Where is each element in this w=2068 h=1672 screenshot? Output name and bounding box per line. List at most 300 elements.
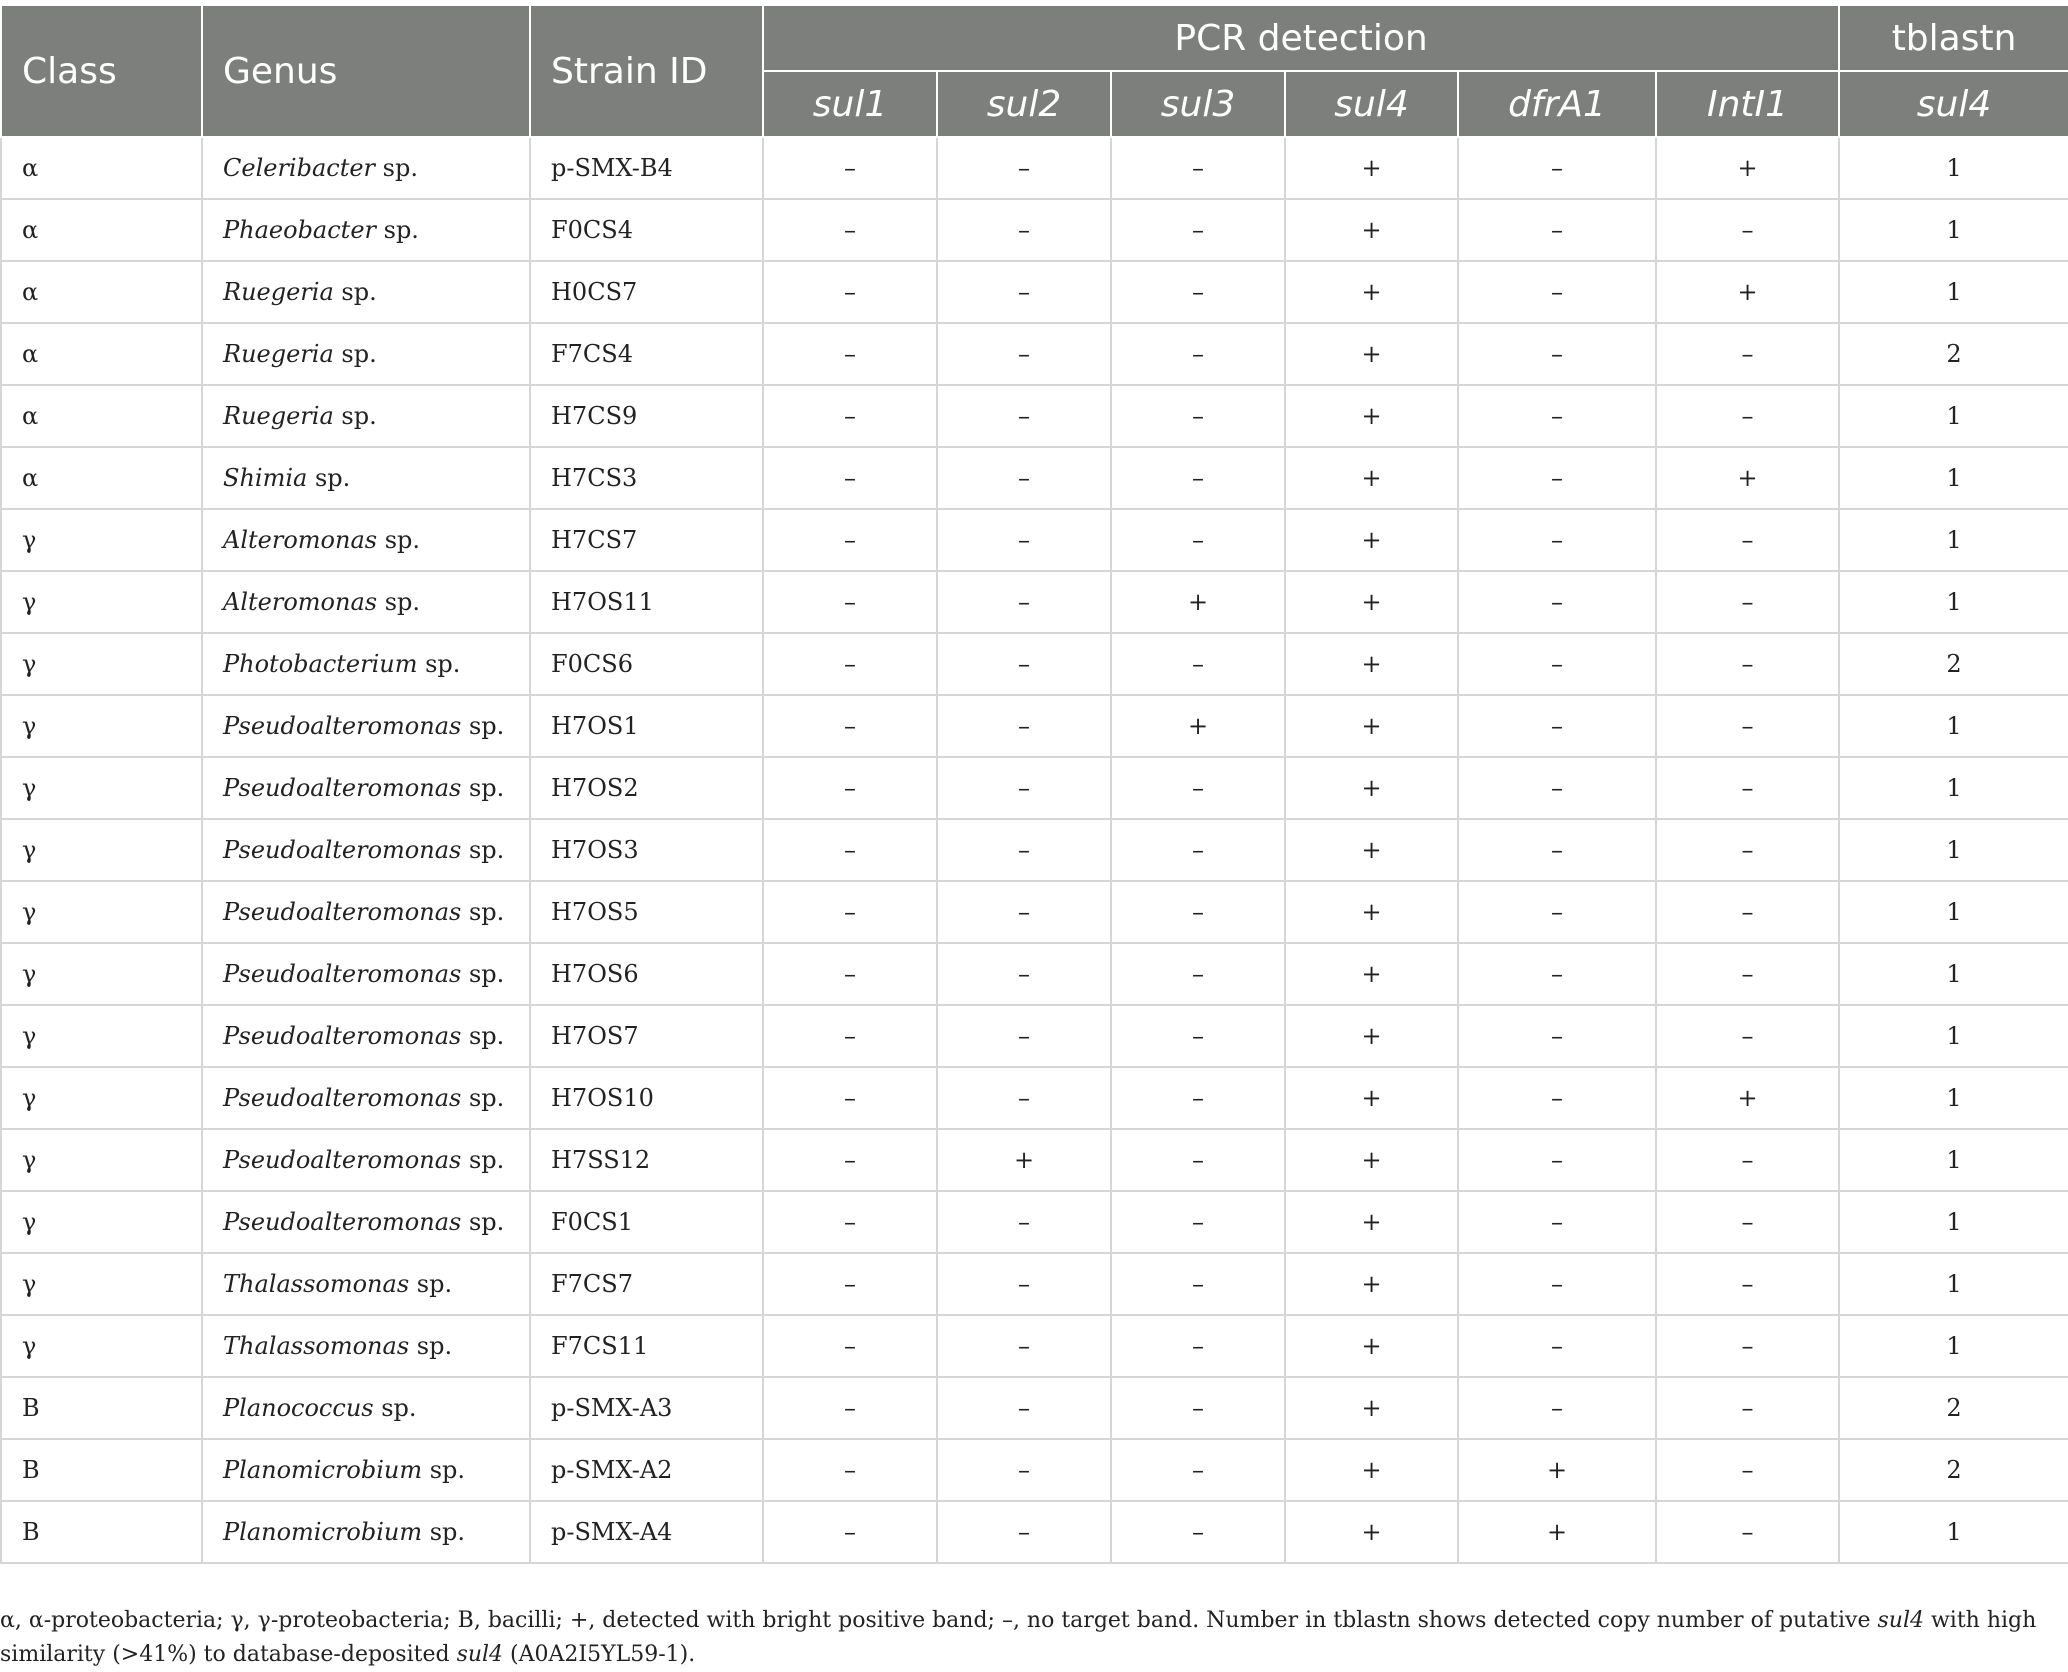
genus-name: Planococcus <box>223 1394 374 1422</box>
pcr-sul3-cell: – <box>1111 385 1285 447</box>
table-row <box>1 943 2068 1005</box>
pcr-dfra1-cell: – <box>1458 1129 1656 1191</box>
table-row <box>1 1191 2068 1253</box>
species-abbrev: sp. <box>377 588 421 616</box>
class-cell: γ <box>1 1253 202 1315</box>
pcr-sul4-cell: + <box>1285 509 1458 571</box>
tblastn-sul4-cell: 1 <box>1839 1129 2068 1191</box>
gene-header-sul2: sul2 <box>937 71 1111 137</box>
pcr-sul3-cell: – <box>1111 633 1285 695</box>
genus-cell <box>202 1439 530 1501</box>
tblastn-sul4-cell: 1 <box>1839 1253 2068 1315</box>
species-abbrev: sp. <box>461 898 505 926</box>
pcr-sul2-cell: – <box>937 385 1111 447</box>
tblastn-header: tblastn <box>1839 5 2068 71</box>
tblastn-sul4-cell: 2 <box>1839 1377 2068 1439</box>
pcr-sul2-cell: – <box>937 1067 1111 1129</box>
species-abbrev: sp. <box>333 278 377 306</box>
pcr-sul2-cell: – <box>937 1191 1111 1253</box>
tblastn-sul4-cell: 1 <box>1839 1067 2068 1129</box>
pcr-intl1-cell: – <box>1656 1439 1839 1501</box>
genus-cell <box>202 943 530 1005</box>
genus-name: Thalassomonas <box>223 1332 410 1360</box>
genus-cell <box>202 571 530 633</box>
table-body <box>1 137 2068 1563</box>
genus-name: Ruegeria <box>223 402 334 430</box>
species-abbrev: sp. <box>461 712 505 740</box>
pcr-sul4-cell: + <box>1285 943 1458 1005</box>
table-row <box>1 757 2068 819</box>
pcr-sul4-cell: + <box>1285 1439 1458 1501</box>
class-cell: α <box>1 199 202 261</box>
pcr-sul1-cell: – <box>763 1191 937 1253</box>
pcr-sul1-cell: – <box>763 819 937 881</box>
pcr-dfra1-cell: – <box>1458 1191 1656 1253</box>
pcr-sul4-cell: + <box>1285 1191 1458 1253</box>
species-abbrev: sp. <box>307 464 351 492</box>
pcr-dfra1-cell: – <box>1458 137 1656 199</box>
strain-id-cell: F0CS6 <box>530 633 763 695</box>
pcr-sul1-cell: – <box>763 1129 937 1191</box>
pcr-sul3-cell: – <box>1111 1377 1285 1439</box>
pcr-sul4-cell: + <box>1285 819 1458 881</box>
pcr-sul1-cell: – <box>763 509 937 571</box>
class-cell: γ <box>1 1005 202 1067</box>
tblastn-sul4-cell: 2 <box>1839 323 2068 385</box>
genus-name: Phaeobacter <box>223 216 376 244</box>
footnote-text-3: (A0A2I5YL59-1). <box>503 1642 696 1667</box>
species-abbrev: sp. <box>461 1084 505 1112</box>
class-cell: γ <box>1 695 202 757</box>
pcr-sul2-cell: + <box>937 1129 1111 1191</box>
pcr-sul2-cell: – <box>937 695 1111 757</box>
pcr-dfra1-cell: – <box>1458 757 1656 819</box>
table-row <box>1 1253 2068 1315</box>
genus-cell <box>202 1253 530 1315</box>
table-row <box>1 1005 2068 1067</box>
pcr-sul4-cell: + <box>1285 1067 1458 1129</box>
genus-name: Pseudoalteromonas <box>223 898 462 926</box>
strain-id-cell: H7OS3 <box>530 819 763 881</box>
pcr-sul3-cell: – <box>1111 943 1285 1005</box>
results-table <box>0 4 2068 1564</box>
table-row <box>1 323 2068 385</box>
strain-id-cell: p-SMX-A3 <box>530 1377 763 1439</box>
pcr-sul4-cell: + <box>1285 385 1458 447</box>
strain-id-cell: H7CS3 <box>530 447 763 509</box>
pcr-sul2-cell: – <box>937 1315 1111 1377</box>
pcr-sul2-cell: – <box>937 571 1111 633</box>
genus-name: Pseudoalteromonas <box>223 1084 462 1112</box>
class-cell: γ <box>1 757 202 819</box>
pcr-sul1-cell: – <box>763 1315 937 1377</box>
pcr-intl1-cell: – <box>1656 943 1839 1005</box>
tblastn-sul4-cell: 1 <box>1839 1005 2068 1067</box>
genus-name: Photobacterium <box>223 650 418 678</box>
pcr-sul4-cell: + <box>1285 695 1458 757</box>
table-row <box>1 1377 2068 1439</box>
genus-cell <box>202 881 530 943</box>
pcr-sul3-cell: – <box>1111 1501 1285 1563</box>
pcr-sul2-cell: – <box>937 509 1111 571</box>
pcr-intl1-cell: + <box>1656 447 1839 509</box>
pcr-sul3-cell: – <box>1111 819 1285 881</box>
table-row <box>1 881 2068 943</box>
genus-name: Pseudoalteromonas <box>223 836 462 864</box>
pcr-intl1-cell: – <box>1656 323 1839 385</box>
pcr-sul3-cell: – <box>1111 261 1285 323</box>
strain-id-cell: H7CS7 <box>530 509 763 571</box>
pcr-sul2-cell: – <box>937 447 1111 509</box>
class-cell: γ <box>1 943 202 1005</box>
pcr-dfra1-cell: – <box>1458 1377 1656 1439</box>
pcr-intl1-cell: – <box>1656 571 1839 633</box>
strain-id-cell: F7CS4 <box>530 323 763 385</box>
tblastn-sul4-cell: 2 <box>1839 1439 2068 1501</box>
pcr-sul1-cell: – <box>763 1253 937 1315</box>
pcr-sul2-cell: – <box>937 881 1111 943</box>
pcr-sul2-cell: – <box>937 323 1111 385</box>
tblastn-sul4-cell: 1 <box>1839 261 2068 323</box>
class-cell: B <box>1 1439 202 1501</box>
species-abbrev: sp. <box>373 1394 417 1422</box>
table-row <box>1 1315 2068 1377</box>
genus-cell <box>202 757 530 819</box>
pcr-sul3-cell: – <box>1111 323 1285 385</box>
pcr-sul1-cell: – <box>763 199 937 261</box>
class-cell: γ <box>1 881 202 943</box>
pcr-sul4-cell: + <box>1285 1129 1458 1191</box>
table-row <box>1 819 2068 881</box>
strain-id-cell: H7OS1 <box>530 695 763 757</box>
genus-name: Celeribacter <box>223 154 376 182</box>
pcr-sul4-cell: + <box>1285 323 1458 385</box>
pcr-sul3-cell: + <box>1111 571 1285 633</box>
pcr-dfra1-cell: – <box>1458 633 1656 695</box>
gene-header-dfra1: dfrA1 <box>1458 71 1656 137</box>
strain-id-cell: F0CS1 <box>530 1191 763 1253</box>
pcr-sul1-cell: – <box>763 881 937 943</box>
pcr-sul1-cell: – <box>763 1501 937 1563</box>
gene-header-sul3: sul3 <box>1111 71 1285 137</box>
genus-name: Ruegeria <box>223 278 334 306</box>
pcr-intl1-cell: – <box>1656 819 1839 881</box>
pcr-intl1-cell: – <box>1656 757 1839 819</box>
pcr-sul2-cell: – <box>937 819 1111 881</box>
table-row <box>1 633 2068 695</box>
genus-cell <box>202 1191 530 1253</box>
genus-cell <box>202 1315 530 1377</box>
genus-name: Shimia <box>223 464 308 492</box>
pcr-intl1-cell: + <box>1656 137 1839 199</box>
species-abbrev: sp. <box>461 774 505 802</box>
pcr-sul4-cell: + <box>1285 757 1458 819</box>
tblastn-sul4-cell: 1 <box>1839 447 2068 509</box>
class-cell: γ <box>1 1191 202 1253</box>
pcr-sul1-cell: – <box>763 695 937 757</box>
pcr-sul2-cell: – <box>937 943 1111 1005</box>
strain-id-cell: H7OS2 <box>530 757 763 819</box>
class-cell: B <box>1 1501 202 1563</box>
pcr-intl1-cell: + <box>1656 261 1839 323</box>
pcr-dfra1-cell: – <box>1458 385 1656 447</box>
footnote-text-2: with high similarity (>41%) to database-deposited <box>0 1608 2037 1667</box>
tblastn-sul4-cell: 1 <box>1839 385 2068 447</box>
genus-cell <box>202 1067 530 1129</box>
species-abbrev: sp. <box>461 1022 505 1050</box>
genus-cell <box>202 1377 530 1439</box>
strain-id-cell: H7OS10 <box>530 1067 763 1129</box>
strain-id-cell: H7OS6 <box>530 943 763 1005</box>
pcr-sul2-cell: – <box>937 261 1111 323</box>
class-cell: α <box>1 261 202 323</box>
pcr-sul1-cell: – <box>763 137 937 199</box>
pcr-dfra1-cell: – <box>1458 261 1656 323</box>
tblastn-sul4-cell: 1 <box>1839 881 2068 943</box>
genus-cell <box>202 447 530 509</box>
table-row <box>1 1067 2068 1129</box>
class-cell: α <box>1 323 202 385</box>
pcr-sul1-cell: – <box>763 943 937 1005</box>
table-row <box>1 1129 2068 1191</box>
table-footnote <box>0 1604 2060 1672</box>
class-cell: α <box>1 447 202 509</box>
pcr-sul4-cell: + <box>1285 633 1458 695</box>
class-cell: γ <box>1 819 202 881</box>
genus-name: Pseudoalteromonas <box>223 774 462 802</box>
genus-name: Pseudoalteromonas <box>223 960 462 988</box>
class-cell: α <box>1 385 202 447</box>
strain-id-cell: p-SMX-A4 <box>530 1501 763 1563</box>
pcr-intl1-cell: – <box>1656 695 1839 757</box>
pcr-dfra1-cell: – <box>1458 695 1656 757</box>
pcr-intl1-cell: – <box>1656 1501 1839 1563</box>
gene-header-sul1: sul1 <box>763 71 937 137</box>
tblastn-sul4-cell: 1 <box>1839 819 2068 881</box>
class-cell: γ <box>1 1315 202 1377</box>
gene-header-intl1: IntI1 <box>1656 71 1839 137</box>
pcr-sul1-cell: – <box>763 1377 937 1439</box>
class-cell: γ <box>1 509 202 571</box>
species-abbrev: sp. <box>422 1518 466 1546</box>
species-abbrev: sp. <box>461 1146 505 1174</box>
genus-cell <box>202 819 530 881</box>
pcr-intl1-cell: – <box>1656 199 1839 261</box>
pcr-sul2-cell: – <box>937 137 1111 199</box>
tblastn-sul4-cell: 1 <box>1839 943 2068 1005</box>
pcr-sul3-cell: – <box>1111 757 1285 819</box>
pcr-dfra1-cell: – <box>1458 1315 1656 1377</box>
genus-cell <box>202 695 530 757</box>
pcr-sul4-cell: + <box>1285 261 1458 323</box>
pcr-sul3-cell: – <box>1111 1129 1285 1191</box>
genus-name: Alteromonas <box>223 588 378 616</box>
class-cell: γ <box>1 633 202 695</box>
pcr-sul3-cell: – <box>1111 447 1285 509</box>
genus-cell <box>202 323 530 385</box>
pcr-sul3-cell: – <box>1111 137 1285 199</box>
pcr-sul1-cell: – <box>763 385 937 447</box>
class-cell: B <box>1 1377 202 1439</box>
pcr-intl1-cell: – <box>1656 1315 1839 1377</box>
pcr-sul1-cell: – <box>763 757 937 819</box>
strain-id-cell: p-SMX-A2 <box>530 1439 763 1501</box>
pcr-detection-header: PCR detection <box>763 5 1839 71</box>
pcr-dfra1-cell: – <box>1458 323 1656 385</box>
table-row <box>1 571 2068 633</box>
pcr-sul4-cell: + <box>1285 1315 1458 1377</box>
genus-cell <box>202 509 530 571</box>
table-row <box>1 261 2068 323</box>
table-row <box>1 385 2068 447</box>
pcr-sul4-cell: + <box>1285 881 1458 943</box>
species-abbrev: sp. <box>461 1208 505 1236</box>
pcr-sul4-cell: + <box>1285 1005 1458 1067</box>
genus-name: Planomicrobium <box>223 1456 423 1484</box>
pcr-sul4-cell: + <box>1285 1501 1458 1563</box>
class-cell: γ <box>1 1067 202 1129</box>
pcr-intl1-cell: – <box>1656 1005 1839 1067</box>
pcr-intl1-cell: – <box>1656 509 1839 571</box>
genus-name: Pseudoalteromonas <box>223 1208 462 1236</box>
pcr-sul3-cell: – <box>1111 881 1285 943</box>
pcr-intl1-cell: + <box>1656 1067 1839 1129</box>
genus-cell <box>202 261 530 323</box>
table-header <box>1 5 2068 137</box>
tblastn-sul4-cell: 1 <box>1839 509 2068 571</box>
tblastn-sul4-cell: 2 <box>1839 633 2068 695</box>
genus-cell <box>202 1129 530 1191</box>
class-cell: γ <box>1 571 202 633</box>
pcr-sul4-cell: + <box>1285 137 1458 199</box>
pcr-sul1-cell: – <box>763 447 937 509</box>
species-abbrev: sp. <box>461 960 505 988</box>
footnote-gene-2: sul4 <box>456 1642 504 1667</box>
tblastn-sul4-cell: 1 <box>1839 757 2068 819</box>
pcr-sul4-cell: + <box>1285 1377 1458 1439</box>
pcr-dfra1-cell: – <box>1458 1005 1656 1067</box>
strain-id-cell: H7OS7 <box>530 1005 763 1067</box>
species-abbrev: sp. <box>409 1332 453 1360</box>
pcr-sul1-cell: – <box>763 571 937 633</box>
pcr-sul3-cell: – <box>1111 1439 1285 1501</box>
tblastn-sul4-cell: 1 <box>1839 199 2068 261</box>
class-header: Class <box>1 5 202 137</box>
pcr-sul2-cell: – <box>937 1501 1111 1563</box>
table-row <box>1 1439 2068 1501</box>
genus-name: Planomicrobium <box>223 1518 423 1546</box>
pcr-intl1-cell: – <box>1656 881 1839 943</box>
pcr-sul1-cell: – <box>763 261 937 323</box>
class-cell: γ <box>1 1129 202 1191</box>
species-abbrev: sp. <box>409 1270 453 1298</box>
table-row <box>1 447 2068 509</box>
genus-cell <box>202 137 530 199</box>
strain-id-cell: H0CS7 <box>530 261 763 323</box>
genus-cell <box>202 385 530 447</box>
pcr-dfra1-cell: – <box>1458 571 1656 633</box>
genus-header: Genus <box>202 5 530 137</box>
pcr-sul2-cell: – <box>937 1377 1111 1439</box>
table-row <box>1 695 2068 757</box>
footnote-text-1: α, α-proteobacteria; γ, γ-proteobacteria; B, bacilli; +, detected with bright positive band; –, no target band. Number in tblastn shows detected copy number of putative <box>0 1608 1878 1633</box>
pcr-intl1-cell: – <box>1656 1191 1839 1253</box>
genus-cell <box>202 633 530 695</box>
strain-id-cell: H7OS5 <box>530 881 763 943</box>
strain-id-cell: p-SMX-B4 <box>530 137 763 199</box>
pcr-dfra1-cell: – <box>1458 1253 1656 1315</box>
pcr-dfra1-cell: – <box>1458 819 1656 881</box>
tblastn-sul4-cell: 1 <box>1839 1191 2068 1253</box>
pcr-intl1-cell: – <box>1656 1129 1839 1191</box>
genus-name: Pseudoalteromonas <box>223 1146 462 1174</box>
genus-name: Pseudoalteromonas <box>223 1022 462 1050</box>
genus-name: Alteromonas <box>223 526 378 554</box>
genus-cell <box>202 1005 530 1067</box>
tblastn-sul4-cell: 1 <box>1839 571 2068 633</box>
species-abbrev: sp. <box>422 1456 466 1484</box>
genus-name: Thalassomonas <box>223 1270 410 1298</box>
strain-id-cell: H7CS9 <box>530 385 763 447</box>
genus-name: Pseudoalteromonas <box>223 712 462 740</box>
pcr-sul3-cell: – <box>1111 1315 1285 1377</box>
pcr-sul4-cell: + <box>1285 571 1458 633</box>
species-abbrev: sp. <box>461 836 505 864</box>
pcr-sul2-cell: – <box>937 1005 1111 1067</box>
pcr-sul2-cell: – <box>937 757 1111 819</box>
pcr-sul1-cell: – <box>763 323 937 385</box>
strain-id-cell: F0CS4 <box>530 199 763 261</box>
table-row <box>1 509 2068 571</box>
strain-id-cell: F7CS11 <box>530 1315 763 1377</box>
genus-cell <box>202 1501 530 1563</box>
species-abbrev: sp. <box>333 340 377 368</box>
table-row <box>1 199 2068 261</box>
pcr-dfra1-cell: – <box>1458 199 1656 261</box>
gene-header-sul4: sul4 <box>1285 71 1458 137</box>
gene-header-tblastn-sul4: sul4 <box>1839 71 2068 137</box>
pcr-dfra1-cell: + <box>1458 1439 1656 1501</box>
pcr-dfra1-cell: – <box>1458 943 1656 1005</box>
species-abbrev: sp. <box>375 154 418 182</box>
pcr-sul2-cell: – <box>937 1439 1111 1501</box>
pcr-sul3-cell: – <box>1111 199 1285 261</box>
pcr-intl1-cell: – <box>1656 1253 1839 1315</box>
pcr-dfra1-cell: + <box>1458 1501 1656 1563</box>
genus-name: Ruegeria <box>223 340 334 368</box>
tblastn-sul4-cell: 1 <box>1839 695 2068 757</box>
table-row <box>1 1501 2068 1563</box>
pcr-sul2-cell: – <box>937 633 1111 695</box>
species-abbrev: sp. <box>377 526 421 554</box>
pcr-sul3-cell: – <box>1111 1191 1285 1253</box>
pcr-dfra1-cell: – <box>1458 509 1656 571</box>
pcr-intl1-cell: – <box>1656 1377 1839 1439</box>
strain-id-cell: H7SS12 <box>530 1129 763 1191</box>
class-cell: α <box>1 137 202 199</box>
pcr-sul1-cell: – <box>763 1067 937 1129</box>
pcr-sul3-cell: – <box>1111 509 1285 571</box>
tblastn-sul4-cell: 1 <box>1839 137 2068 199</box>
pcr-intl1-cell: – <box>1656 385 1839 447</box>
pcr-intl1-cell: – <box>1656 633 1839 695</box>
pcr-sul4-cell: + <box>1285 199 1458 261</box>
strain-id-cell: F7CS7 <box>530 1253 763 1315</box>
strain-id-header: Strain ID <box>530 5 763 137</box>
pcr-dfra1-cell: – <box>1458 447 1656 509</box>
pcr-sul3-cell: – <box>1111 1253 1285 1315</box>
pcr-dfra1-cell: – <box>1458 1067 1656 1129</box>
